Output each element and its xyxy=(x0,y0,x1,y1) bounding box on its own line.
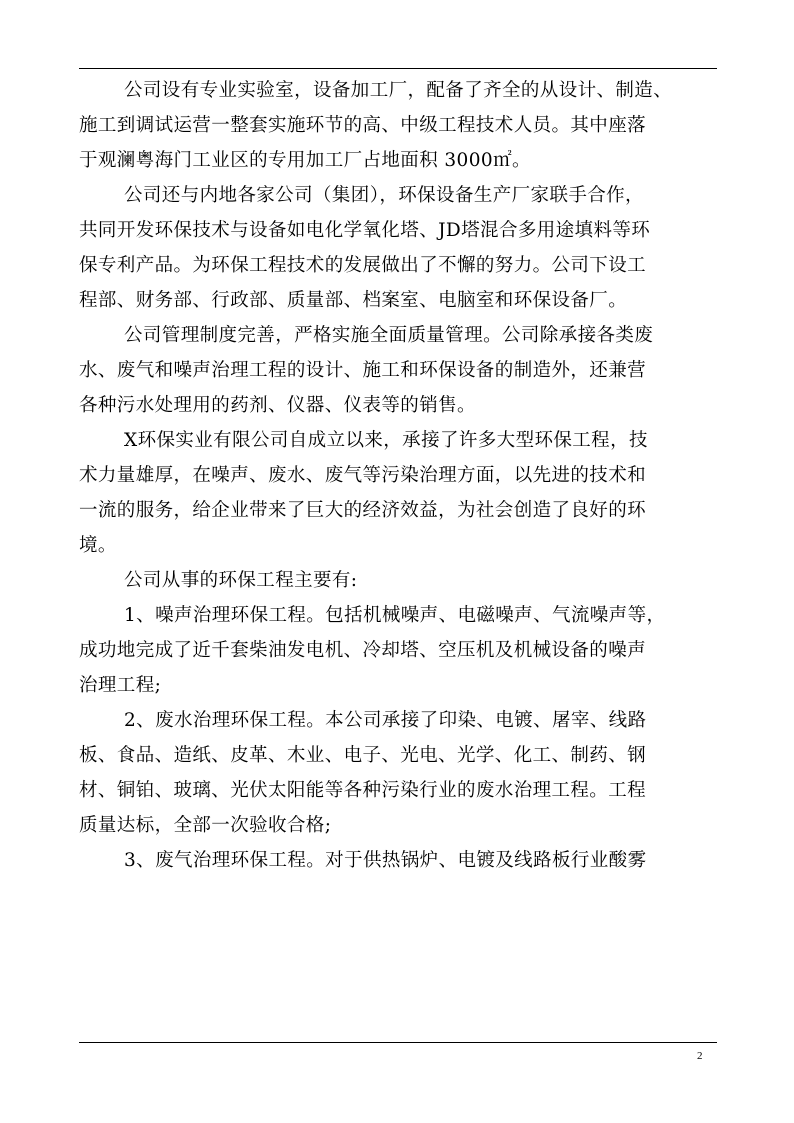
text-line: 保专利产品。为环保工程技术的发展做出了不懈的努力。公司下设工 xyxy=(79,255,647,276)
text-line: 各种污水处理用的药剂、仪器、仪表等的销售。 xyxy=(79,395,476,416)
list-item-wastewater-control xyxy=(79,703,719,843)
paragraph-projects-intro xyxy=(79,563,719,598)
footer-rule xyxy=(79,1042,717,1043)
text-line: 治理工程; xyxy=(79,675,162,696)
text-line: 2、废水治理环保工程。本公司承接了印染、电镀、屠宰、线路 xyxy=(124,710,647,731)
text-line: 材、铜铂、玻璃、光伏太阳能等各种污染行业的废水治理工程。工程 xyxy=(79,780,647,801)
header-rule xyxy=(79,68,717,69)
text-line: 境。 xyxy=(79,535,117,556)
text-line: 3、废气治理环保工程。对于供热锅炉、电镀及线路板行业酸雾 xyxy=(124,850,647,871)
text-line: 施工到调试运营一整套实施环节的高、中级工程技术人员。其中座落 xyxy=(79,115,647,136)
text-line: X环保实业有限公司自成立以来，承接了许多大型环保工程，技 xyxy=(124,430,648,451)
text-line: 公司管理制度完善，严格实施全面质量管理。公司除承接各类废 xyxy=(124,325,654,346)
paragraph-partnerships xyxy=(79,178,719,318)
text-line: 公司从事的环保工程主要有: xyxy=(124,570,358,591)
text-line: 质量达标，全部一次验收合格; xyxy=(79,815,332,836)
text-line: 公司设有专业实验室，设备加工厂，配备了齐全的从设计、制造、 xyxy=(124,80,673,101)
page-number: 2 xyxy=(697,1050,703,1062)
body-text xyxy=(79,73,719,878)
list-item-noise-control xyxy=(79,598,719,703)
text-line: 水、废气和噪声治理工程的设计、施工和环保设备的制造外，还兼营 xyxy=(79,360,647,381)
list-item-waste-gas-control xyxy=(79,843,719,878)
paragraph-lab-facilities xyxy=(79,73,719,178)
paragraph-company-history xyxy=(79,423,719,563)
text-line: 成功地完成了近千套柴油发电机、冷却塔、空压机及机械设备的噪声 xyxy=(79,640,647,661)
text-line: 共同开发环保技术与设备如电化学氧化塔、JD塔混合多用途填料等环 xyxy=(79,220,651,241)
text-line: 于观澜粤海门工业区的专用加工厂占地面积 3000㎡。 xyxy=(79,150,531,171)
text-line: 1、噪声治理环保工程。包括机械噪声、电磁噪声、气流噪声等， xyxy=(124,605,666,626)
text-line: 公司还与内地各家公司（集团），环保设备生产厂家联手合作， xyxy=(124,185,644,206)
text-line: 程部、财务部、行政部、质量部、档案室、电脑室和环保设备厂。 xyxy=(79,290,628,311)
text-line: 板、食品、造纸、皮革、木业、电子、光电、光学、化工、制药、钢 xyxy=(79,745,647,766)
text-line: 术力量雄厚，在噪声、废水、废气等污染治理方面，以先进的技术和 xyxy=(79,465,647,486)
paragraph-management xyxy=(79,318,719,423)
text-line: 一流的服务，给企业带来了巨大的经济效益，为社会创造了良好的环 xyxy=(79,500,647,521)
